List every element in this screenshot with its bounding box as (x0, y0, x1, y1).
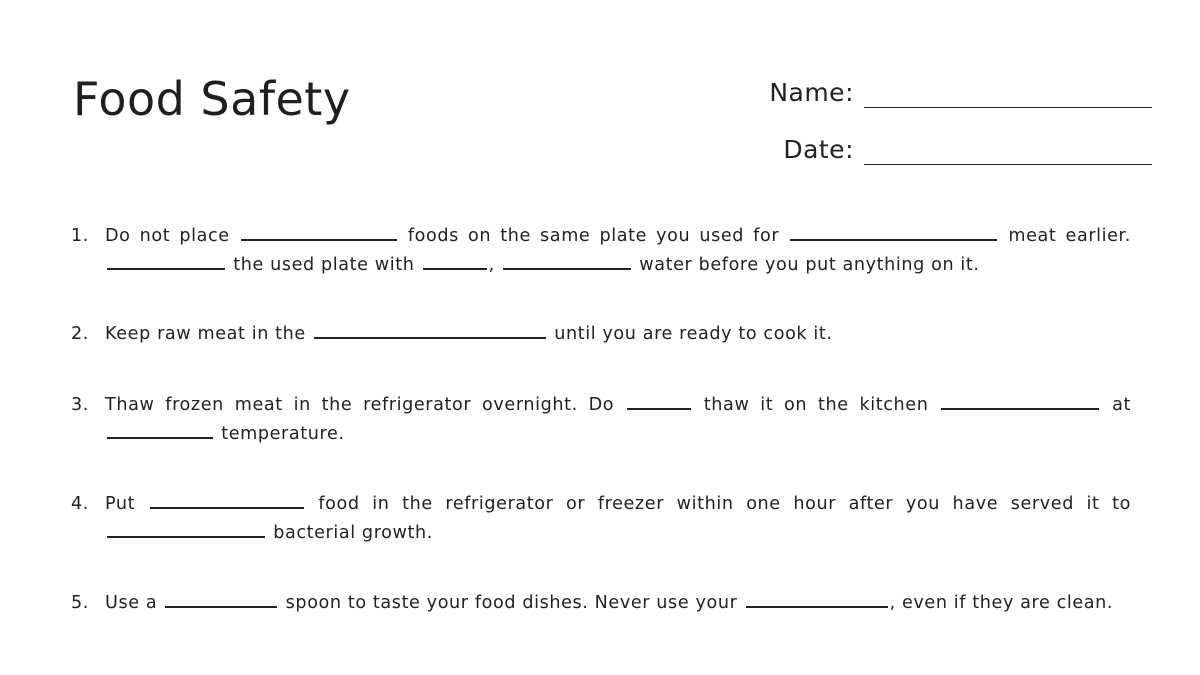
question-text (105, 589, 1131, 618)
question-text (105, 222, 1131, 280)
question-text-segment: Use a (105, 593, 158, 613)
name-blank-line[interactable] (864, 81, 1152, 108)
question-text-segment: Keep raw meat in the (105, 324, 306, 344)
date-blank-line[interactable] (864, 138, 1152, 165)
question-text-segment: meat earlier. (1008, 226, 1131, 246)
question-1 (71, 222, 1131, 280)
answer-blank[interactable] (941, 394, 1099, 410)
date-label: Date: (783, 135, 854, 164)
answer-blank[interactable] (314, 323, 546, 339)
worksheet-title: Food Safety (73, 72, 351, 126)
question-text-segment: spoon to taste your food dishes. Never use your (285, 593, 738, 613)
question-text-segment: water before you put anything on it. (639, 255, 980, 275)
answer-blank[interactable] (746, 592, 888, 608)
answer-blank[interactable] (241, 225, 397, 241)
question-4 (71, 490, 1131, 548)
answer-blank[interactable] (150, 493, 304, 509)
answer-blank[interactable] (627, 394, 691, 410)
question-text-segment: thaw it on the kitchen (703, 395, 929, 415)
question-text-segment: Thaw frozen meat in the refrigerator overnight. Do (105, 395, 615, 415)
question-text-segment: at (1112, 395, 1132, 415)
question-text-segment: until you are ready to cook it. (554, 324, 833, 344)
answer-blank[interactable] (503, 254, 631, 270)
question-number: 5. (71, 593, 89, 613)
answer-blank[interactable] (107, 254, 225, 270)
date-field (783, 135, 1152, 165)
name-label: Name: (769, 78, 854, 107)
question-number: 1. (71, 226, 89, 246)
question-text-segment: food in the refrigerator or freezer within one hour after you have served it to (318, 494, 1131, 514)
name-field (769, 78, 1152, 108)
question-text-segment: , (488, 255, 495, 275)
question-text (105, 490, 1131, 548)
answer-blank[interactable] (423, 254, 487, 270)
answer-blank[interactable] (107, 423, 213, 439)
question-number: 4. (71, 494, 89, 514)
question-text-segment: , even if they are clean. (889, 593, 1114, 613)
answer-blank[interactable] (790, 225, 997, 241)
question-3 (71, 391, 1131, 449)
answer-blank[interactable] (165, 592, 277, 608)
question-5 (71, 589, 1131, 618)
question-text (105, 391, 1131, 449)
question-number: 3. (71, 395, 89, 415)
question-text-segment: the used plate with (233, 255, 415, 275)
question-text-segment: bacterial growth. (273, 523, 433, 543)
question-2 (71, 320, 1131, 349)
answer-blank[interactable] (107, 522, 265, 538)
question-number: 2. (71, 324, 89, 344)
question-text-segment: Put (105, 494, 136, 514)
question-text-segment: Do not place (105, 226, 230, 246)
question-text-segment: foods on the same plate you used for (407, 226, 780, 246)
question-text (105, 320, 1131, 349)
question-text-segment: temperature. (221, 424, 345, 444)
